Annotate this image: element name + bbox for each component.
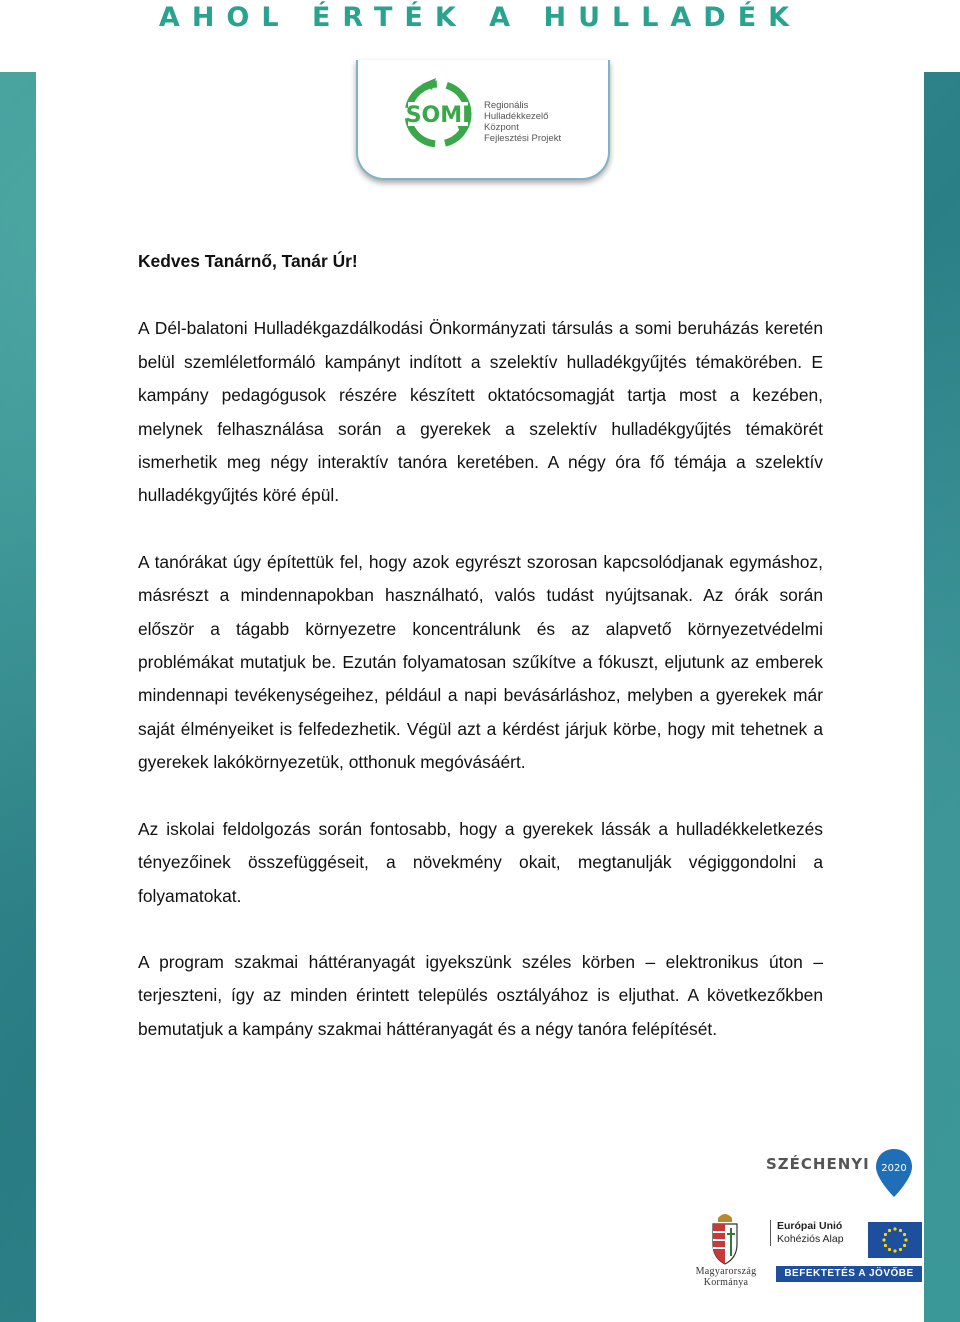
government-line: Kormánya bbox=[703, 1277, 749, 1288]
eu-logo bbox=[770, 1220, 922, 1286]
logo-line: Hulladékkezelő bbox=[484, 111, 549, 122]
logo-line: Fejlesztési Projekt bbox=[484, 133, 562, 144]
szechenyi-logo bbox=[766, 1147, 926, 1199]
greeting: Kedves Tanárnő, Tanár Úr! bbox=[138, 251, 358, 271]
eu-star bbox=[893, 1249, 896, 1252]
eu-text bbox=[770, 1220, 844, 1246]
somi-logo-icon bbox=[398, 72, 478, 152]
logo-line: Regionális bbox=[484, 100, 529, 111]
eu-line: Kohéziós Alap bbox=[777, 1233, 844, 1245]
map-pin-icon bbox=[874, 1147, 914, 1199]
paragraph: A Dél-balatoni Hulladékgazdálkodási Önkormányzati társulás a somi beruházás keretén belül szemléletformáló kampányt indított a szelektív hulladékgyűjtés témakörében. E kampány pedagógusok részére készített oktatócsomagját tartja most a kezében, melynek felhasználása során a gyerekek a szelektív hulladékgyűjtés témakörét ismerhetik meg négy interaktív tanóra keretében. A négy óra fő témája a szelektív hulladékgyűjtés köré épül. bbox=[138, 318, 823, 506]
slogan: AHOL ÉRTÉK A HULLADÉK bbox=[158, 2, 802, 33]
eu-star bbox=[882, 1238, 885, 1241]
government-line: Magyarország bbox=[695, 1266, 757, 1277]
eu-star bbox=[904, 1238, 907, 1241]
eu-star bbox=[899, 1229, 902, 1232]
government-label bbox=[684, 1266, 768, 1288]
paragraph: A program szakmai háttéranyagát igyekszünk széles körben – elektronikus úton – terjeszteni, így az minden érintett település osztályához is eljuthat. A következőkben bemutatjuk a kampány szakmai háttéranyagát és a négy tanóra felépítését. bbox=[138, 951, 823, 1039]
eu-line: Európai Unió bbox=[777, 1220, 843, 1232]
szechenyi-word: SZÉCHENYI bbox=[766, 1155, 870, 1173]
eu-star bbox=[888, 1248, 891, 1251]
letter-body bbox=[138, 245, 823, 1079]
eu-star bbox=[899, 1248, 902, 1251]
eu-star bbox=[884, 1233, 887, 1236]
coat-of-arms-icon bbox=[708, 1210, 742, 1266]
paragraph: Az iskolai feldolgozás során fontosabb, hogy a gyerekek lássák a hulladékkeletkezés tényezőinek összefüggéseit, a növekmény okait, megtanulják végiggondolni a folyamatokat. bbox=[138, 818, 823, 906]
szechenyi-year: 2020 bbox=[881, 1163, 907, 1174]
somi-logo-text bbox=[484, 100, 604, 144]
eu-star bbox=[893, 1227, 896, 1230]
eu-star bbox=[884, 1244, 887, 1247]
eu-star bbox=[888, 1229, 891, 1232]
eu-flag-icon bbox=[868, 1222, 922, 1258]
eu-star bbox=[903, 1244, 906, 1247]
logo-line: Központ bbox=[484, 122, 519, 133]
eu-star bbox=[903, 1233, 906, 1236]
eu-banner: BEFEKTETÉS A JÖVŐBE bbox=[776, 1266, 922, 1282]
paragraph: A tanórákat úgy építettük fel, hogy azok egyrészt szorosan kapcsolódjanak egymáshoz, másrészt a mindennapokban használható, valós tudást nyújtsanak. Az órák során először a tágabb környezetre koncentrálunk és az alapvető környezetvédelmi problémákat mutatjuk be. Ezután folyamatosan szűkítve a fókuszt, eljutunk az emberek mindennapi tevékenységeihez, például a napi bevásárláshoz, melyben a gyerekek már saját élményeiket is felfedezhetik. Végül azt a kérdést járjuk körbe, hogy mit tehetnek a gyerekek lakókörnyezetük, otthonuk megóvásáért. bbox=[138, 551, 823, 773]
svg-text:SOMI: SOMI bbox=[405, 103, 471, 128]
